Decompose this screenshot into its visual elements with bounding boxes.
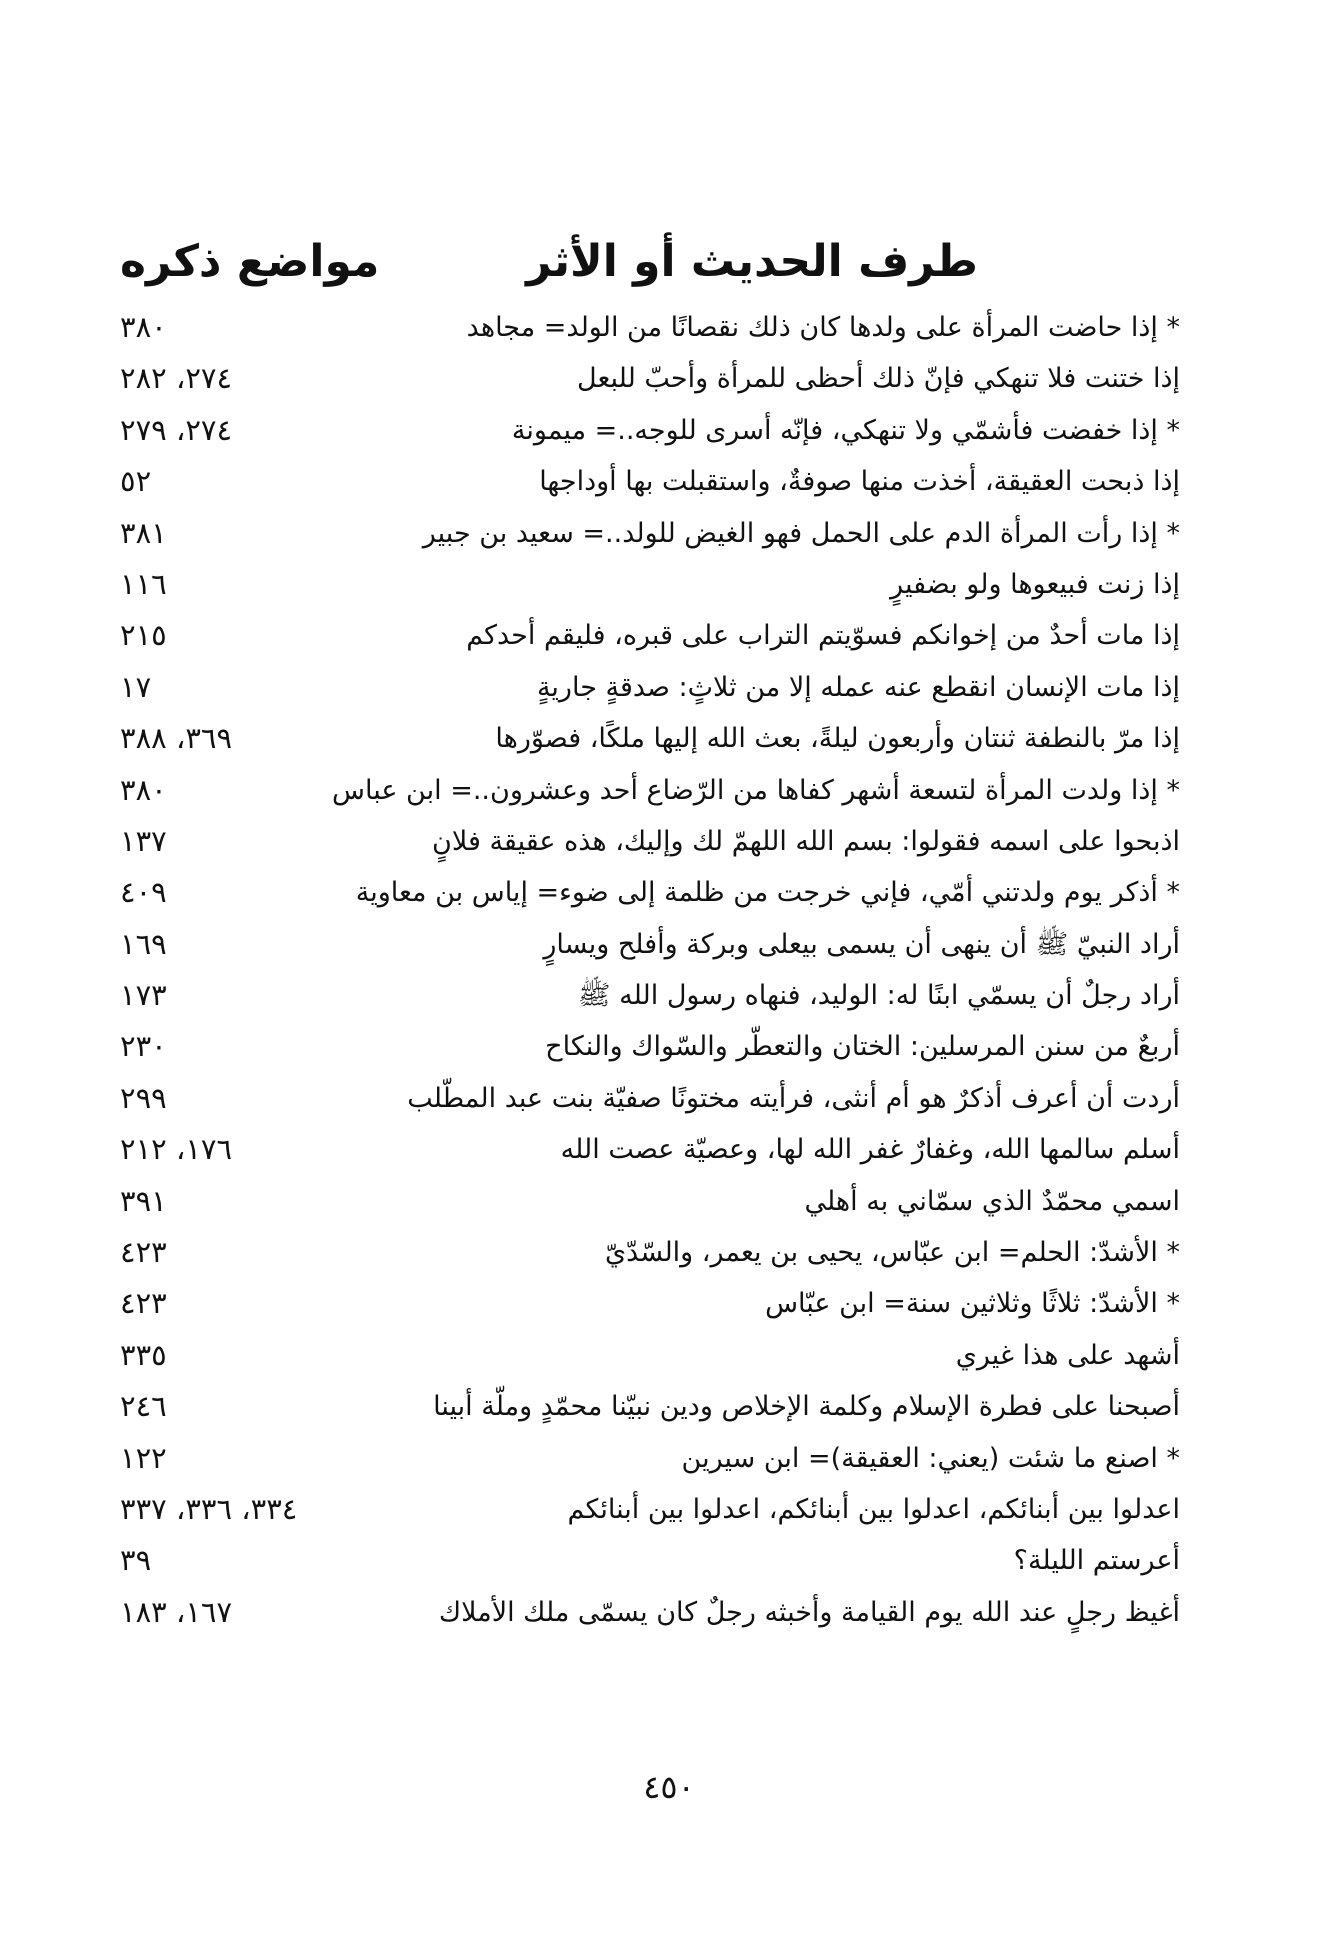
page-references: ٣٦٩، ٣٨٨ — [120, 721, 233, 756]
page-references: ٢٤٦ — [120, 1389, 167, 1424]
page-references: ٤٢٣ — [120, 1235, 167, 1270]
hadith-text: اسمي محمّدٌ الذي سمّاني به أهلي — [804, 1185, 1180, 1217]
hadith-text: * اصنع ما شئت (يعني: العقيقة)= ابن سيرين — [681, 1442, 1180, 1474]
index-row — [120, 1381, 1180, 1432]
page-references: ٥٢ — [120, 464, 152, 499]
hadith-column-title: طرف الحديث أو الأثر — [526, 236, 978, 287]
hadith-text: إذا ختنت فلا تنهكي فإنّ ذلك أحظى للمرأة وأحبّ للبعل — [577, 363, 1180, 395]
index-header — [120, 222, 1180, 302]
hadith-text: إذا مرّ بالنطفة ثنتان وأربعون ليلةً، بعث الله إليها ملكًا، فصوّرها — [495, 723, 1180, 755]
index-row — [120, 662, 1180, 713]
index-row — [120, 1278, 1180, 1329]
page-references: ١٦٩ — [120, 926, 167, 961]
index-row — [120, 867, 1180, 918]
index-list — [120, 302, 1180, 1638]
index-row — [120, 1535, 1180, 1586]
hadith-text: أردت أن أعرف أذكرٌ هو أم أنثى، فرأيته مختونًا صفيّة بنت عبد المطّلب — [407, 1082, 1180, 1114]
page-references: ١٢٢ — [120, 1440, 167, 1475]
index-row — [120, 353, 1180, 404]
page-references: ٣٩١ — [120, 1183, 167, 1218]
page-references: ٣٣٥ — [120, 1337, 167, 1372]
page-references: ١٧ — [120, 669, 152, 704]
page-references: ١٦٧، ١٨٣ — [120, 1594, 233, 1629]
index-row — [120, 610, 1180, 661]
page-references: ٢٩٩ — [120, 1080, 167, 1115]
hadith-text: * إذا رأت المرأة الدم على الحمل فهو الغيض للولد..= سعيد بن جبير — [422, 517, 1180, 549]
index-row — [120, 1587, 1180, 1638]
hadith-text: أغيظ رجلٍ عند الله يوم القيامة وأخبثه رجلٌ كان يسمّى ملك الأملاك — [438, 1596, 1180, 1628]
page-references: ١١٦ — [120, 566, 167, 601]
hadith-text: * الأشدّ: الحلم= ابن عبّاس، يحيى بن يعمر، والسّدّيّ — [605, 1237, 1180, 1269]
page-references: ١٧٦، ٢١٢ — [120, 1132, 233, 1167]
index-row — [120, 302, 1180, 353]
page-references: ٣٣٤، ٣٣٦، ٣٣٧ — [120, 1491, 298, 1526]
index-row — [120, 559, 1180, 610]
hadith-text: إذا زنت فبيعوها ولو بضفيرٍ — [890, 568, 1180, 600]
index-row — [120, 1330, 1180, 1381]
hadith-text: * الأشدّ: ثلاثًا وثلاثين سنة= ابن عبّاس — [765, 1288, 1180, 1320]
hadith-text: أربعٌ من سنن المرسلين: الختان والتعطّر والسّواك والنكاح — [545, 1031, 1180, 1063]
index-row — [120, 1227, 1180, 1278]
page-references: ٤٠٩ — [120, 875, 167, 910]
page-references: ٣٩ — [120, 1543, 152, 1578]
index-row — [120, 970, 1180, 1021]
hadith-text: إذا ذبحت العقيقة، أخذت منها صوفةٌ، واستقبلت بها أوداجها — [539, 466, 1180, 498]
hadith-text: أصبحنا على فطرة الإسلام وكلمة الإخلاص ودين نبيّنا محمّدٍ وملّة أبينا — [433, 1391, 1180, 1423]
page-number: ٤٥٠ — [643, 1768, 695, 1806]
page-references: ٤٢٣ — [120, 1286, 167, 1321]
hadith-text: أراد رجلٌ أن يسمّي ابنًا له: الوليد، فنهاه رسول الله ﷺ — [577, 980, 1180, 1012]
hadith-text: أراد النبيّ ﷺ أن ينهى أن يسمى بيعلى وبركة وأفلح ويسارٍ — [543, 928, 1180, 960]
hadith-text: * إذا حاضت المرأة على ولدها كان ذلك نقصانًا من الولد= مجاهد — [466, 312, 1180, 343]
page-references: ١٧٣ — [120, 978, 167, 1013]
index-row — [120, 508, 1180, 559]
page-references: ١٣٧ — [120, 823, 167, 858]
page-references: ٢٧٤، ٢٧٩ — [120, 412, 233, 447]
hadith-text: اعدلوا بين أبنائكم، اعدلوا بين أبنائكم، اعدلوا بين أبنائكم — [567, 1493, 1180, 1525]
hadith-text: إذا مات الإنسان انقطع عنه عمله إلا من ثلاثٍ: صدقةٍ جاريةٍ — [536, 671, 1180, 703]
index-row — [120, 1073, 1180, 1124]
page-references: ٣٨١ — [120, 515, 167, 550]
index-row — [120, 405, 1180, 456]
pages-column-title: مواضع ذكره — [120, 236, 380, 287]
index-row — [120, 1433, 1180, 1484]
hadith-text: اذبحوا على اسمه فقولوا: بسم الله اللهمّ لك وإليك، هذه عقيقة فلانٍ — [432, 825, 1180, 857]
page-references: ٢٣٠ — [120, 1029, 167, 1064]
hadith-text: * أذكر يوم ولدتني أمّي، فإني خرجت من ظلمة إلى ضوء= إياس بن معاوية — [355, 877, 1180, 909]
hadith-text: * إذا ولدت المرأة لتسعة أشهر كفاها من الرّضاع أحد وعشرون..= ابن عباس — [332, 774, 1180, 806]
index-row — [120, 713, 1180, 764]
page-references: ٣٨٠ — [120, 310, 167, 344]
hadith-text: * إذا خفضت فأشمّي ولا تنهكي، فإنّه أسرى للوجه..= ميمونة — [511, 414, 1180, 446]
hadith-text: أشهد على هذا غيري — [955, 1339, 1180, 1371]
index-row — [120, 1484, 1180, 1535]
index-row — [120, 765, 1180, 816]
index-row — [120, 919, 1180, 970]
index-row — [120, 1124, 1180, 1175]
hadith-text: إذا مات أحدٌ من إخوانكم فسوّيتم التراب على قبره، فليقم أحدكم — [466, 620, 1180, 652]
index-row — [120, 1176, 1180, 1227]
index-row — [120, 1021, 1180, 1072]
index-row — [120, 816, 1180, 867]
page-references: ٢١٥ — [120, 618, 167, 653]
hadith-text: أعرستم الليلة؟ — [1013, 1545, 1180, 1577]
page-references: ٢٧٤، ٢٨٢ — [120, 361, 233, 396]
page-references: ٣٨٠ — [120, 772, 167, 807]
index-row — [120, 456, 1180, 507]
hadith-text: أسلم سالمها الله، وغفارٌ غفر الله لها، وعصيّة عصت الله — [560, 1134, 1180, 1166]
